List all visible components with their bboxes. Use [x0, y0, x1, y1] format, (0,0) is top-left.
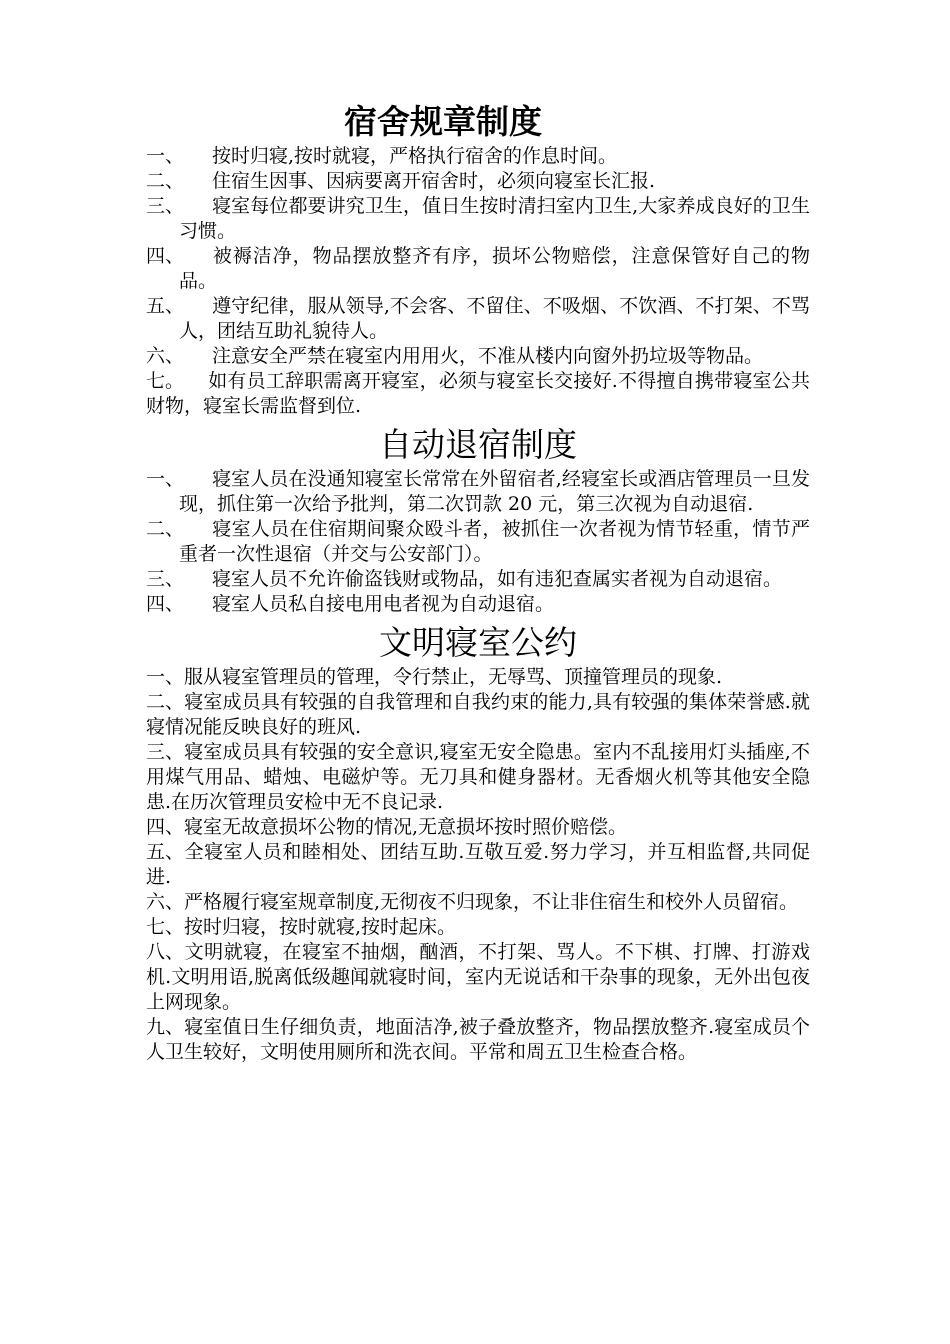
item-number: 一、: [146, 468, 185, 490]
document-page: [146, 100, 810, 1065]
item-text: 寝室每位都要讲究卫生，值日生按时清扫室内卫生,大家养成良好的卫生习惯。: [179, 195, 810, 242]
item-number: 四、: [146, 816, 185, 838]
item-number: 二、: [146, 170, 185, 192]
rule-item: [146, 244, 810, 294]
item-text: 寝室值日生仔细负责，地面洁净,被子叠放整齐，物品摆放整齐.寝室成员个人卫生较好，文明使用厕所和洗衣间。平常和周五卫生检查合格。: [146, 1016, 810, 1063]
item-text: 服从寝室管理员的管理，令行禁止，无辱骂、顶撞管理员的现象.: [184, 666, 723, 688]
rule-item: [146, 344, 810, 369]
item-text: 遵守纪律，服从领导,不会客、不留住、不吸烟、不饮酒、不打架、不骂人，团结互助礼貌待人。: [179, 295, 810, 342]
item-number: 一、: [146, 145, 185, 167]
item-number: 九、: [146, 1016, 185, 1038]
item-text: 寝室人员不允许偷盗钱财或物品，如有违犯查属实者视为自动退宿。: [212, 568, 783, 590]
item-number: 三、: [146, 195, 185, 217]
item-number: 二、: [146, 518, 185, 540]
rule-item: [146, 1015, 810, 1065]
item-text: 寝室人员在住宿期间聚众殴斗者，被抓住一次者视为情节轻重，情节严重者一次性退宿（并交与公安部门）。: [179, 518, 810, 565]
rule-item: [146, 915, 810, 940]
item-text: 寝室成员具有较强的自我管理和自我约束的能力,具有较强的集体荣誉感.就寝情况能反映良好的班风.: [146, 691, 810, 738]
item-number: 三、: [146, 568, 185, 590]
section-title-auto-checkout: 自动退宿制度: [379, 425, 577, 464]
item-number: 六、: [146, 891, 185, 913]
item-number: 六、: [146, 345, 185, 367]
item-number: 五、: [146, 295, 185, 317]
rule-item: [146, 567, 810, 592]
rule-item: [146, 890, 810, 915]
item-number: 七。: [146, 370, 185, 392]
item-text: 按时归寝，按时就寝,按时起床。: [184, 916, 457, 938]
section-title-dorm-rules: 宿舍规章制度: [344, 102, 542, 141]
rule-item: [146, 517, 810, 567]
rule-item: [146, 169, 810, 194]
item-number: 二、: [146, 691, 185, 713]
rule-item: [146, 690, 810, 740]
item-text: 严格履行寝室规章制度,无彻夜不归现象，不让非住宿生和校外人员留宿。: [184, 891, 799, 913]
rule-item: [146, 940, 810, 1015]
item-text: 寝室成员具有较强的安全意识,寝室无安全隐患。室内不乱接用灯头插座,不用煤气用品、蜡烛、电磁炉等。无刀具和健身器材。无香烟火机等其他安全隐患.在历次管理员安检中无不良记录.: [146, 741, 810, 813]
item-text: 全寝室人员和睦相处、团结互助.互敬互爱.努力学习，并互相监督,共同促进.: [146, 841, 810, 888]
item-number: 四、: [146, 245, 185, 267]
item-number: 四、: [146, 593, 185, 615]
item-text: 住宿生因事、因病要离开宿舍时，必须向寝室长汇报.: [212, 170, 656, 192]
rule-item: [146, 592, 810, 617]
section-title-civilized-dorm: 文明寝室公约: [379, 623, 577, 662]
item-number: 三、: [146, 741, 185, 763]
rule-item: [146, 294, 810, 344]
rule-item: [146, 194, 810, 244]
item-number: 七、: [146, 916, 185, 938]
item-text: 按时归寝,按时就寝，严格执行宿舍的作息时间。: [212, 145, 618, 167]
item-number: 一、: [146, 666, 185, 688]
item-text: 寝室人员在没通知寝室长常常在外留宿者,经寝室长或酒店管理员一旦发现，抓住第一次给予批判，第二次罚款 20 元，第三次视为自动退宿.: [179, 468, 810, 515]
item-text: 注意安全严禁在寝室内用用火，不准从楼内向窗外扔垃圾等物品。: [212, 345, 764, 367]
item-text: 寝室人员私自接电用电者视为自动退宿。: [212, 593, 555, 615]
rule-item: [146, 665, 810, 690]
item-number: 五、: [146, 841, 185, 863]
rule-item: [146, 840, 810, 890]
item-text: 寝室无故意损坏公物的情况,无意损坏按时照价赔偿。: [184, 816, 628, 838]
rule-item: [146, 369, 810, 419]
rule-item: [146, 740, 810, 815]
item-number: 八、: [146, 941, 185, 963]
item-text: 被褥洁净，物品摆放整齐有序，损坏公物赔偿，注意保管好自己的物品。: [179, 245, 810, 292]
item-text: 文明就寝，在寝室不抽烟，酗酒，不打架、骂人。不下棋、打牌、打游戏机.文明用语,脱离低级趣闻就寝时间，室内无说话和干杂事的现象，无外出包夜上网现象。: [146, 941, 810, 1013]
rule-item: [146, 467, 810, 517]
rule-item: [146, 144, 810, 169]
rule-item: [146, 815, 810, 840]
item-text: 如有员工辞职需离开寝室，必须与寝室长交接好.不得擅自携带寝室公共财物，寝室长需监督到位.: [146, 370, 810, 417]
